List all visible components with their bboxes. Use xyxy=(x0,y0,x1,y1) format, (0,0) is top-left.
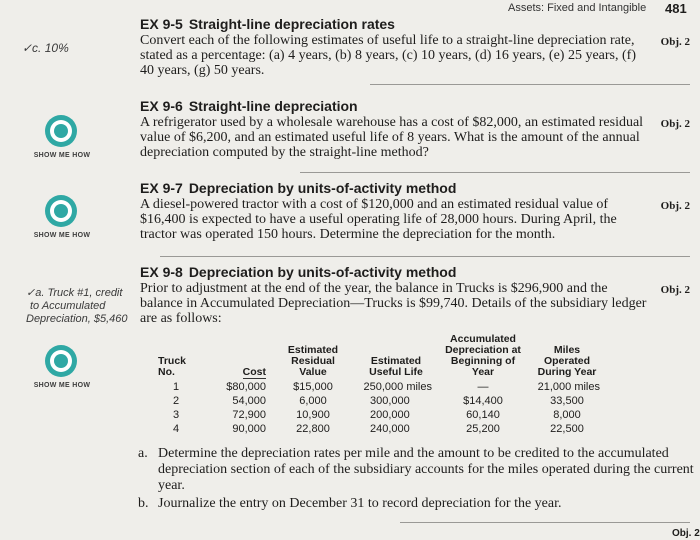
exercise-parts xyxy=(138,446,698,512)
cell: 90,000 xyxy=(232,423,266,435)
table-row xyxy=(152,408,606,422)
show-me-how-icon[interactable] xyxy=(44,194,78,228)
exercise-text xyxy=(140,197,690,242)
exercise-heading: Straight-line depreciation rates xyxy=(188,16,395,32)
column-header: Miles Operated During Year xyxy=(537,344,597,378)
show-me-how-icon[interactable] xyxy=(44,114,78,148)
cell: 6,000 xyxy=(299,395,327,407)
running-head: Assets: Fixed and Intangible xyxy=(508,2,647,14)
divider xyxy=(300,172,690,173)
table-header-row xyxy=(152,334,606,380)
part-text: Determine the depreciation rates per mile and the amount to be credited to the accumulated depreciation section of each of the subsidiary accounts for the miles operated during the current year. xyxy=(158,446,694,493)
margin-answer-ex95: ✓c. 10% xyxy=(22,41,69,55)
part-text: Journalize the entry on December 31 to record depreciation for the year. xyxy=(158,496,562,511)
cell: 1 xyxy=(172,381,180,393)
show-me-how-label: SHOW ME HOW xyxy=(33,152,91,159)
part-label: a. xyxy=(138,446,148,461)
cell: 25,200 xyxy=(466,423,500,435)
exercise-title xyxy=(140,264,690,281)
cell: $15,000 xyxy=(293,381,333,393)
exercise-9-8 xyxy=(140,264,690,326)
divider xyxy=(160,256,690,257)
margin-line: ✓a. Truck #1, credit xyxy=(26,287,123,299)
table-row xyxy=(152,394,606,408)
cell: 250,000 miles xyxy=(363,381,432,393)
exercise-body: Prior to adjustment at the end of the year, the balance in Trucks is $296,900 and the balance in Accumulated Depreciation—Trucks is $99,740. Details of the subsidiary ledger are as follows: xyxy=(140,281,647,326)
exercise-body: Convert each of the following estimates of useful life to a straight-line depreciation rate, stated as a percentage: (a) 4 years, (b) 8 years, (c) 10 years, (d) 16 years, (e) 25 years, (f) 40 years, (g) 50 years. xyxy=(140,33,636,78)
exercise-heading: Straight-line depreciation xyxy=(188,98,358,114)
cell: 54,000 xyxy=(232,395,266,407)
margin-line: Depreciation, $5,460 xyxy=(26,313,128,325)
cell: 72,900 xyxy=(232,409,266,421)
objective-tag: Obj. 2 xyxy=(660,36,690,48)
part-b xyxy=(138,496,698,512)
exercise-number: EX 9-8 xyxy=(140,264,183,280)
exercise-body: A diesel-powered tractor with a cost of $120,000 and an estimated residual value of $16,400 is expected to have a useful operating life of 28,000 hours. During April, the tractor was operated 150 hours. Determine the depreciation for the month. xyxy=(140,197,617,242)
objective-tag: Obj. 2 xyxy=(660,118,690,130)
show-me-how-label: SHOW ME HOW xyxy=(33,232,91,239)
exercise-text xyxy=(140,281,690,326)
cell: 33,500 xyxy=(550,395,584,407)
cell: 21,000 miles xyxy=(537,381,600,393)
column-header: Truck No. xyxy=(158,355,187,378)
cell: 300,000 xyxy=(370,395,410,407)
cell: 22,500 xyxy=(550,423,584,435)
cell: 4 xyxy=(172,423,180,435)
margin-answer-ex98 xyxy=(26,287,128,326)
cell: $14,400 xyxy=(463,395,503,407)
exercise-heading: Depreciation by units-of-activity method xyxy=(188,264,457,280)
exercise-number: EX 9-6 xyxy=(140,98,183,114)
cell: 3 xyxy=(172,409,180,421)
page-number: 481 xyxy=(665,1,687,16)
table-row xyxy=(152,380,606,394)
cell: 22,800 xyxy=(296,423,330,435)
column-header: Estimated Residual Value xyxy=(287,344,339,378)
exercise-9-5 xyxy=(140,16,690,78)
show-me-how-icon[interactable] xyxy=(44,344,78,378)
objective-tag: Obj. 2 xyxy=(660,200,690,212)
cell: $80,000 xyxy=(226,381,266,393)
exercise-title xyxy=(140,180,690,197)
cell: 2 xyxy=(172,395,180,407)
cell: 60,140 xyxy=(466,409,500,421)
column-header: Estimated Useful Life xyxy=(369,355,423,378)
table-row xyxy=(152,422,606,436)
cell: 200,000 xyxy=(370,409,410,421)
cell: 10,900 xyxy=(296,409,330,421)
exercise-body: A refrigerator used by a wholesale warehouse has a cost of $82,000, an estimated residual value of $6,200, and an estimated useful life of 8 years. What is the amount of the annual depreciation computed by the straight-line method? xyxy=(140,115,644,160)
exercise-text xyxy=(140,115,690,160)
objective-tag: Obj. 2 xyxy=(660,284,690,296)
exercise-number: EX 9-5 xyxy=(140,16,183,32)
column-header: Accumulated Depreciation at Beginning of Year xyxy=(445,333,521,378)
exercise-title xyxy=(140,16,690,33)
cell: 8,000 xyxy=(553,409,581,421)
divider xyxy=(400,522,690,523)
cell: 240,000 xyxy=(370,423,410,435)
exercise-9-6 xyxy=(140,98,690,160)
margin-line: to Accumulated xyxy=(30,300,106,312)
cell: — xyxy=(477,381,489,393)
divider xyxy=(370,84,690,85)
part-a xyxy=(138,446,698,494)
exercise-text xyxy=(140,33,690,78)
exercise-number: EX 9-7 xyxy=(140,180,183,196)
next-exercise-objective: Obj. 2 xyxy=(672,528,700,539)
exercise-9-7 xyxy=(140,180,690,242)
part-label: b. xyxy=(138,496,149,511)
exercise-title xyxy=(140,98,690,115)
exercise-heading: Depreciation by units-of-activity method xyxy=(188,180,457,196)
subsidiary-ledger-table xyxy=(152,334,606,436)
column-header: Cost xyxy=(242,366,266,378)
show-me-how-label: SHOW ME HOW xyxy=(33,382,91,389)
